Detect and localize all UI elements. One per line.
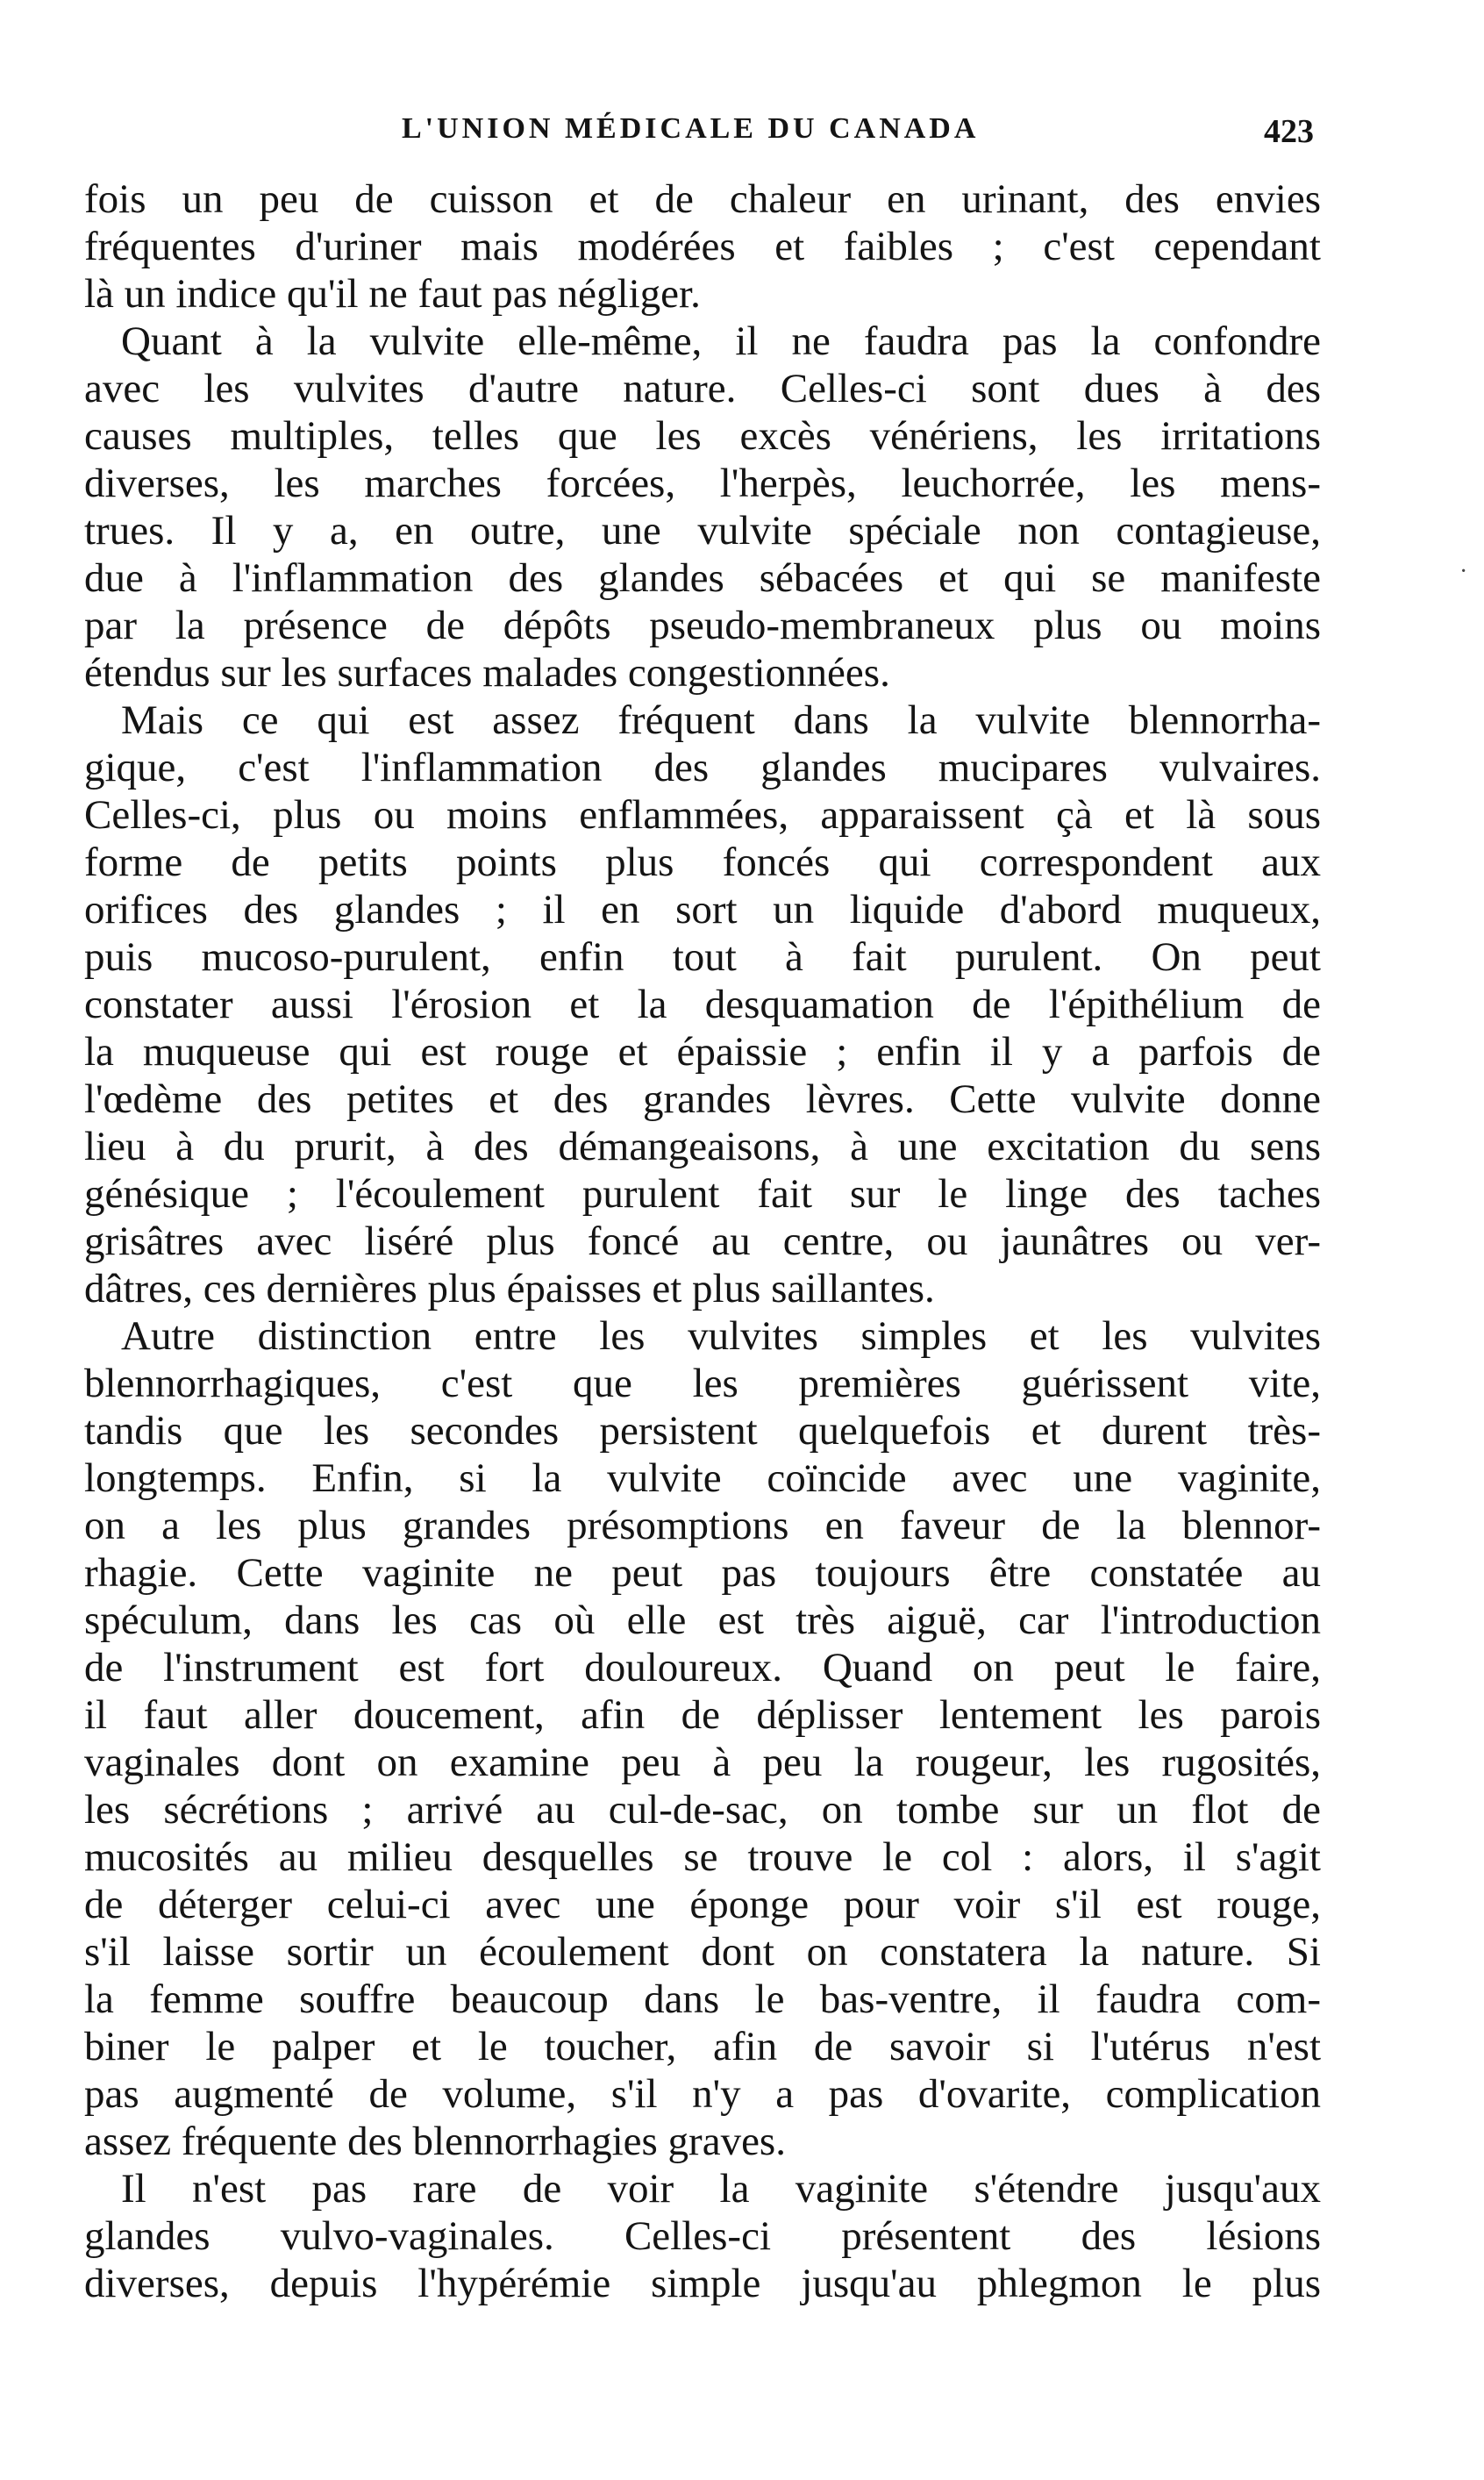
text-line: puis mucoso-purulent, enfin tout à fait purulent. On peut bbox=[84, 934, 1321, 980]
text-line: génésique ; l'écoulement purulent fait sur le linge des taches bbox=[84, 1171, 1321, 1217]
text-line: avec les vulvites d'autre nature. Celles-ci sont dues à des bbox=[84, 366, 1321, 411]
text-line: due à l'inflammation des glandes sébacées et qui se manifeste bbox=[84, 555, 1321, 601]
text-line: lieu à du prurit, à des démangeaisons, à une excitation du sens bbox=[84, 1124, 1321, 1169]
text-line: gique, c'est l'inflammation des glandes mucipares vulvaires. bbox=[84, 745, 1321, 790]
text-line: biner le palper et le toucher, afin de savoir si l'utérus n'est bbox=[84, 2024, 1321, 2069]
text-line: s'il laisse sortir un écoulement dont on constatera la nature. Si bbox=[84, 1929, 1321, 1975]
text-line: mucosités au milieu desquelles se trouve le col : alors, il s'agit bbox=[84, 1834, 1321, 1880]
text-line: spéculum, dans les cas où elle est très aiguë, car l'introduction bbox=[84, 1597, 1321, 1643]
text-line: grisâtres avec liséré plus foncé au centre, ou jaunâtres ou ver- bbox=[84, 1219, 1321, 1264]
text-line: l'œdème des petites et des grandes lèvres. Cette vulvite donne bbox=[84, 1076, 1321, 1122]
text-line: constater aussi l'érosion et la desquamation de l'épithélium de bbox=[84, 982, 1321, 1027]
text-line: diverses, depuis l'hypérémie simple jusqu'au phlegmon le plus bbox=[84, 2261, 1321, 2306]
margin-mark: · bbox=[1459, 558, 1468, 585]
text-line: assez fréquente des blennorrhagies graves. bbox=[84, 2119, 786, 2164]
text-line: fois un peu de cuisson et de chaleur en urinant, des envies bbox=[84, 176, 1321, 222]
text-line: Il n'est pas rare de voir la vaginite s'étendre jusqu'aux bbox=[121, 2166, 1321, 2212]
text-line: trues. Il y a, en outre, une vulvite spéciale non contagieuse, bbox=[84, 508, 1321, 554]
text-line: Autre distinction entre les vulvites simples et les vulvites bbox=[121, 1313, 1321, 1359]
text-line: il faut aller doucement, afin de déplisser lentement les parois bbox=[84, 1692, 1321, 1738]
text-line: de l'instrument est fort douloureux. Quand on peut le faire, bbox=[84, 1645, 1321, 1690]
text-line: orifices des glandes ; il en sort un liquide d'abord muqueux, bbox=[84, 887, 1321, 933]
text-line: causes multiples, telles que les excès vénériens, les irritations bbox=[84, 413, 1321, 459]
text-line: la muqueuse qui est rouge et épaissie ; enfin il y a parfois de bbox=[84, 1029, 1321, 1075]
text-line: par la présence de dépôts pseudo-membraneux plus ou moins bbox=[84, 603, 1321, 648]
text-line: fréquentes d'uriner mais modérées et faibles ; c'est cependant bbox=[84, 224, 1321, 269]
text-line: on a les plus grandes présomptions en faveur de la blennor- bbox=[84, 1503, 1321, 1548]
text-line: là un indice qu'il ne faut pas négliger. bbox=[84, 271, 701, 317]
text-line: étendus sur les surfaces malades congestionnées. bbox=[84, 650, 890, 696]
page-number: 423 bbox=[1264, 113, 1314, 150]
running-head bbox=[95, 112, 1314, 165]
text-line: de déterger celui-ci avec une éponge pour voir s'il est rouge, bbox=[84, 1882, 1321, 1927]
article-body bbox=[84, 175, 1321, 2307]
text-line: vaginales dont on examine peu à peu la rougeur, les rugosités, bbox=[84, 1740, 1321, 1785]
text-line: la femme souffre beaucoup dans le bas-ventre, il faudra com- bbox=[84, 1976, 1321, 2022]
text-line: glandes vulvo-vaginales. Celles-ci présentent des lésions bbox=[84, 2213, 1321, 2259]
text-line: blennorrhagiques, c'est que les premières guérissent vite, bbox=[84, 1361, 1321, 1406]
journal-title: L'UNION MÉDICALE DU CANADA bbox=[402, 112, 980, 145]
text-line: Quant à la vulvite elle-même, il ne faudra pas la confondre bbox=[121, 318, 1321, 364]
text-line: dâtres, ces dernières plus épaisses et plus saillantes. bbox=[84, 1266, 935, 1311]
text-line: rhagie. Cette vaginite ne peut pas toujours être constatée au bbox=[84, 1550, 1321, 1596]
text-line: longtemps. Enfin, si la vulvite coïncide avec une vaginite, bbox=[84, 1455, 1321, 1501]
text-line: Celles-ci, plus ou moins enflammées, apparaissent çà et là sous bbox=[84, 792, 1321, 838]
text-line: les sécrétions ; arrivé au cul-de-sac, on tombe sur un flot de bbox=[84, 1787, 1321, 1833]
text-line: pas augmenté de volume, s'il n'y a pas d'ovarite, complication bbox=[84, 2071, 1321, 2117]
text-line: Mais ce qui est assez fréquent dans la vulvite blennorrha- bbox=[121, 697, 1321, 743]
text-line: diverses, les marches forcées, l'herpès, leuchorrée, les mens- bbox=[84, 461, 1321, 506]
text-line: forme de petits points plus foncés qui correspondent aux bbox=[84, 840, 1321, 885]
text-line: tandis que les secondes persistent quelquefois et durent très- bbox=[84, 1408, 1321, 1454]
